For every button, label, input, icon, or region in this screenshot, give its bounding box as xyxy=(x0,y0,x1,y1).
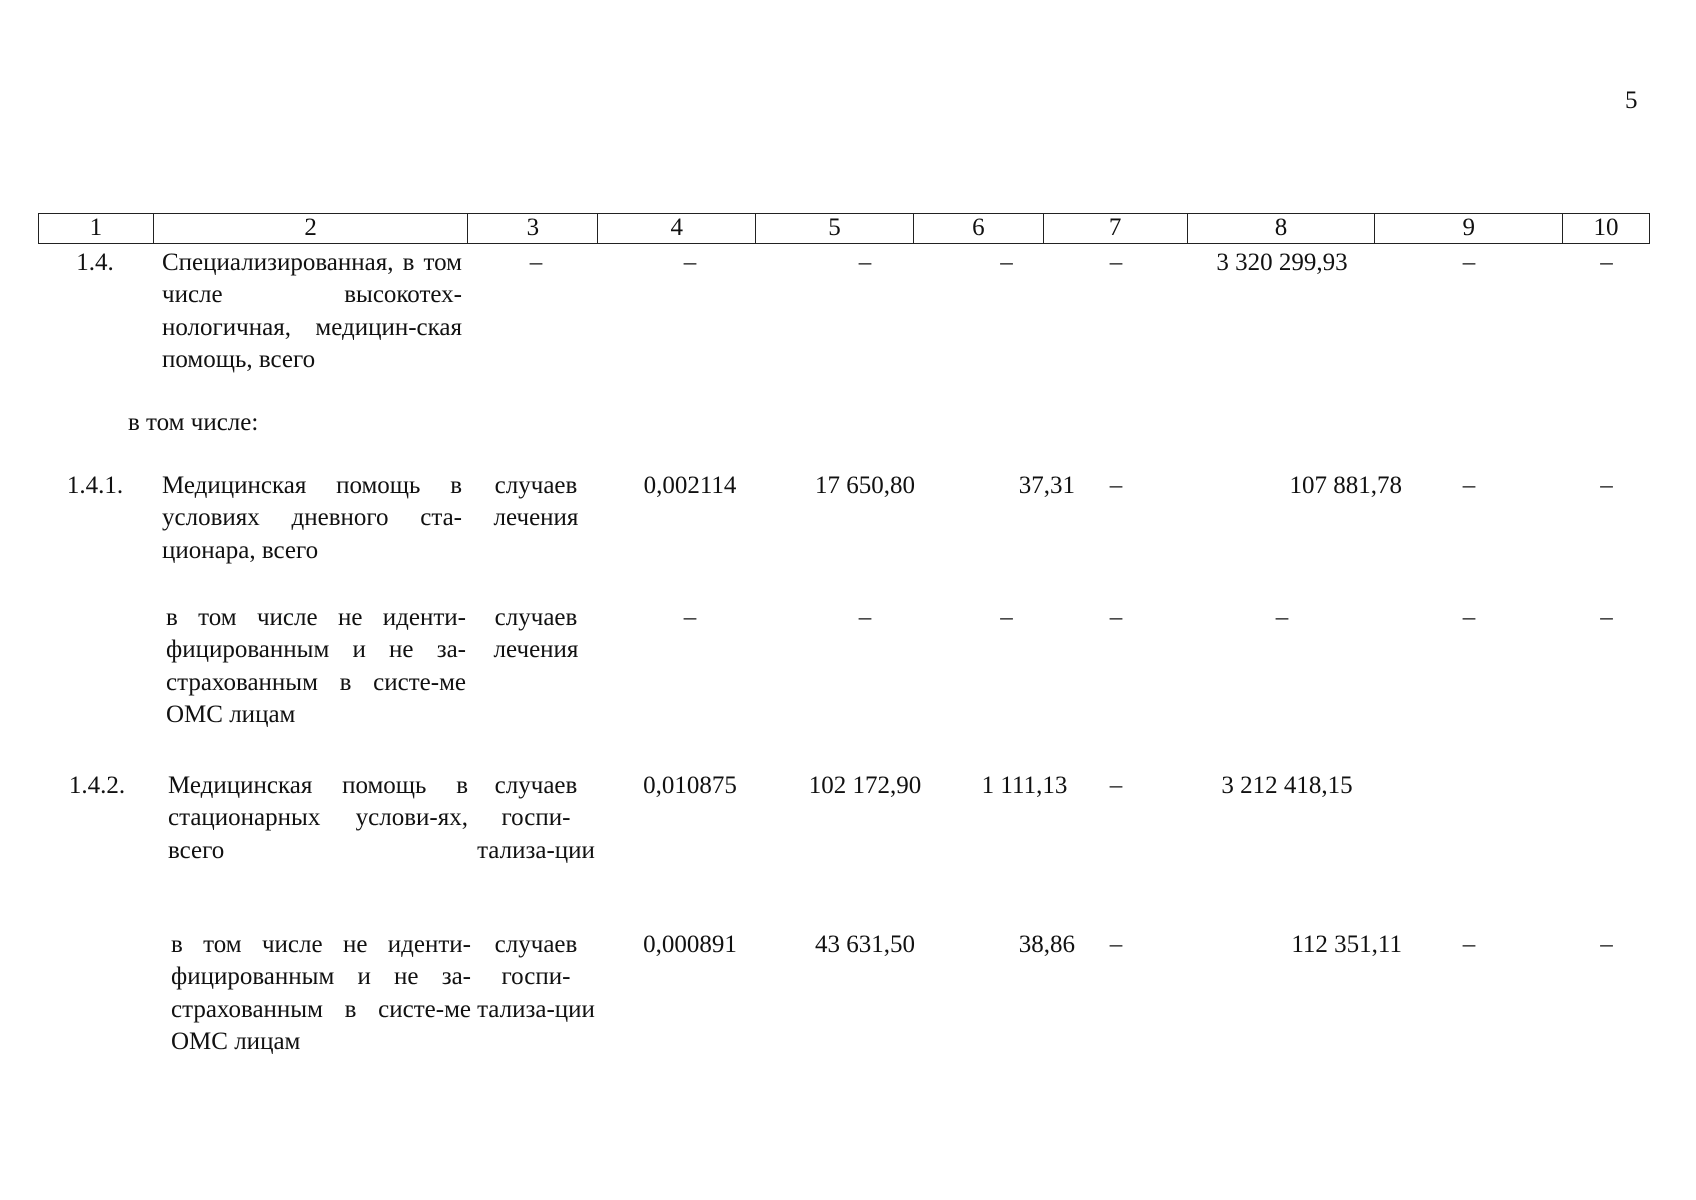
row-col-9: – xyxy=(1462,931,1476,958)
row-col-8: 107 881,78 xyxy=(1289,472,1402,499)
row-col-9: – xyxy=(1462,472,1476,499)
row-col-4: – xyxy=(683,604,697,631)
row-col-10: – xyxy=(1600,472,1613,499)
row-col-7: – xyxy=(1109,472,1123,499)
row-col-6: 37,31 xyxy=(1018,472,1075,499)
row-unit: случаев лечения xyxy=(493,472,579,532)
row-name: Специализированная, в том числе высокотех-нологичная, медицин-ская помощь, всего xyxy=(162,249,462,374)
column-header-7: 7 xyxy=(1043,214,1187,243)
row-col-7: – xyxy=(1109,249,1123,276)
row-col-8: – xyxy=(1275,604,1289,631)
row-name: Медицинская помощь в стационарных услови-ях, всего xyxy=(168,772,468,864)
row-col-4: 0,010875 xyxy=(643,772,737,799)
row-col-5: 102 172,90 xyxy=(808,772,922,799)
column-header-5: 5 xyxy=(755,214,913,243)
row-col-5: 43 631,50 xyxy=(815,931,915,958)
row-col-6: 1 111,13 xyxy=(981,772,1068,799)
row-col-10: – xyxy=(1600,604,1613,631)
table-header-row xyxy=(38,213,1650,244)
row-col-10: – xyxy=(1600,249,1613,276)
table-row xyxy=(38,470,1650,564)
row-unit: случаев лечения xyxy=(493,604,579,664)
column-header-1: 1 xyxy=(89,214,103,241)
row-col-6: – xyxy=(1000,604,1013,631)
column-header-9: 9 xyxy=(1374,214,1562,243)
row-name: в том числе не иденти-фицированным и не за-страхованным в систе-ме ОМС лицам xyxy=(171,931,471,1056)
row-col-6: – xyxy=(1000,249,1013,276)
row-col-5: – xyxy=(858,604,872,631)
row-col-9: – xyxy=(1462,249,1476,276)
table-row xyxy=(38,770,1650,864)
row-unit: случаев госпи-тализа-ции xyxy=(477,772,595,864)
row-col-8: 3 320 299,93 xyxy=(1216,249,1348,276)
column-header-4: 4 xyxy=(597,214,755,243)
subtotal-note: в том числе: xyxy=(128,409,259,436)
row-number: 1.4.1. xyxy=(66,472,124,499)
row-col-7: – xyxy=(1109,772,1123,799)
table-row xyxy=(38,247,1650,374)
page-number: 5 xyxy=(1625,87,1638,114)
column-header-10: 10 xyxy=(1562,214,1649,243)
row-col-6: 38,86 xyxy=(1018,931,1075,958)
row-col-9: – xyxy=(1462,604,1476,631)
column-header-2: 2 xyxy=(153,214,468,243)
row-col-4: 0,002114 xyxy=(643,472,737,499)
row-unit: – xyxy=(529,249,543,276)
column-header-8: 8 xyxy=(1187,214,1375,243)
row-name: Медицинская помощь в условиях дневного ста-ционара, всего xyxy=(162,472,462,564)
column-header-3: 3 xyxy=(467,214,597,243)
row-number: 1.4. xyxy=(76,249,114,276)
column-header-6: 6 xyxy=(913,214,1043,243)
row-col-7: – xyxy=(1109,604,1123,631)
row-number: 1.4.2. xyxy=(68,772,126,799)
row-col-8: 112 351,11 xyxy=(1291,931,1402,958)
table-row xyxy=(38,929,1650,1056)
row-col-8: 3 212 418,15 xyxy=(1221,772,1353,799)
row-col-10: – xyxy=(1600,931,1613,958)
row-name: в том числе не иденти-фицированным и не за-страхованным в систе-ме ОМС лицам xyxy=(166,604,466,729)
table-row xyxy=(38,602,1650,729)
row-col-4: – xyxy=(683,249,697,276)
row-col-7: – xyxy=(1109,931,1123,958)
row-col-4: 0,000891 xyxy=(643,931,737,958)
row-col-5: – xyxy=(858,249,872,276)
row-unit: случаев госпи-тализа-ции xyxy=(477,931,595,1023)
row-col-5: 17 650,80 xyxy=(815,472,915,499)
